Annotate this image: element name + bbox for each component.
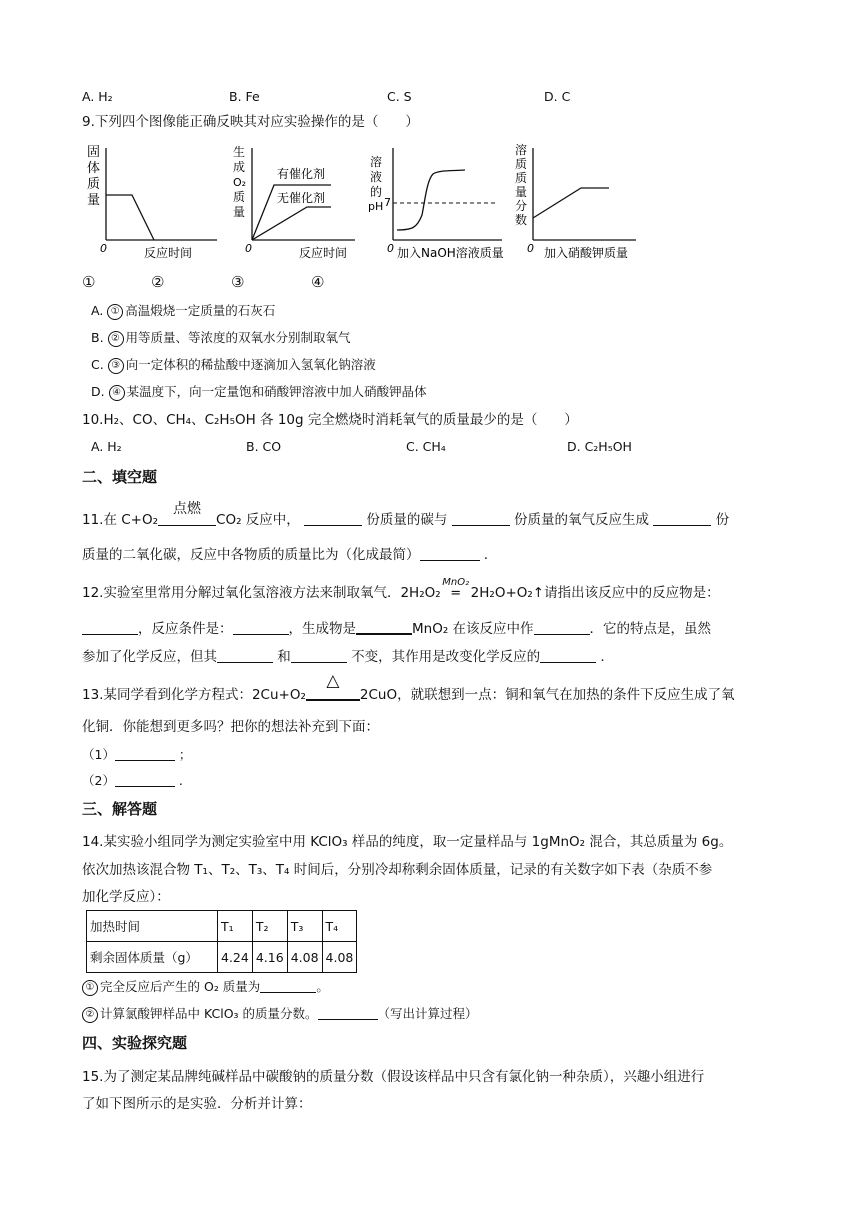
graph3-curve xyxy=(397,170,465,230)
q12-blank-6[interactable] xyxy=(291,649,347,663)
graph2-xlabel: 反应时间 xyxy=(299,246,348,260)
table-cell: T₄ xyxy=(322,911,357,942)
table-cell: 4.24 xyxy=(218,942,253,973)
graph2-ylabel-5: 量 xyxy=(233,205,246,219)
graph4-ylabel-1: 溶 xyxy=(515,143,528,157)
q11-condition-text: 点燃 xyxy=(173,501,202,517)
q11-part-a: 11.在 C+O₂ xyxy=(82,512,159,528)
q11-part-c: 份质量的碳与 xyxy=(362,512,452,528)
q9-option-d xyxy=(91,383,427,401)
q13-part-b: 2CuO，就联想到一点：铜和氧气在加热的条件下反应生成了氧 xyxy=(359,687,735,703)
graph4-ylabel-6: 数 xyxy=(515,213,528,227)
graph4-ylabel-3: 质 xyxy=(515,171,528,185)
q9-option-b-prefix: B. xyxy=(91,330,108,345)
q15-line-2: 了如下图所示的是实验．分析并计算： xyxy=(82,1096,312,1112)
section-3-heading: 三、解答题 xyxy=(82,800,158,818)
q12-line2-a: ，反应条件是： xyxy=(138,621,233,637)
graph1-xlabel: 反应时间 xyxy=(144,246,193,260)
graph1-ylabel-3: 质 xyxy=(87,177,101,192)
graph3-origin: 0 xyxy=(387,242,394,255)
q14-sub1-num: ① xyxy=(82,980,98,996)
q9-option-c-text: 向一定体积的稀盐酸中逐滴加入氢氧化钠溶液 xyxy=(125,357,376,372)
q10-option-b: B. CO xyxy=(246,439,282,454)
graph4-ylabel-5: 分 xyxy=(515,199,528,213)
q12-line2-d: ．它的特点是，虽然 xyxy=(589,621,712,637)
q9-option-d-num: ④ xyxy=(109,385,125,401)
q10-option-c: C. CH₄ xyxy=(406,439,446,454)
q12-line2-b: ，生成物是 xyxy=(288,621,356,637)
graph-1 xyxy=(82,140,222,265)
q12-condition: MnO₂ = xyxy=(441,584,471,603)
q12-line3-c: 不变，其作用是改变化学反应的 xyxy=(346,649,541,665)
q11-line-2 xyxy=(82,546,488,564)
graph-3 xyxy=(367,140,507,265)
graph1-ylabel-2: 体 xyxy=(87,161,101,176)
q14-sub2-num: ② xyxy=(82,1007,98,1023)
graph1-origin: 0 xyxy=(100,242,107,255)
q9-option-c-prefix: C. xyxy=(91,357,108,372)
q11-part-d: 份质量的氧气反应生成 xyxy=(509,512,654,528)
table-cell: 4.16 xyxy=(252,942,287,973)
section-4-heading: 四、实验探究题 xyxy=(82,1034,188,1052)
table-cell: T₃ xyxy=(287,911,322,942)
q12-line-2 xyxy=(82,620,711,638)
graph2-origin: 0 xyxy=(245,242,252,255)
q13-item-2 xyxy=(82,772,183,790)
q9-option-b-text: 用等质量、等浓度的双氧水分别制取氧气 xyxy=(125,330,351,345)
q11-blank-2[interactable] xyxy=(452,512,510,526)
q9-option-d-text: 某温度下，向一定量饱和硝酸钾溶液中加人硝酸钾晶体 xyxy=(126,384,427,399)
q14-sub-2 xyxy=(82,1005,478,1023)
q14-sub-1 xyxy=(82,978,329,996)
q9-stem: 9.下列四个图像能正确反映其对应实验操作的是（ ） xyxy=(82,114,419,130)
graph2-ylabel-3: O₂ xyxy=(233,176,247,189)
q9-option-c-num: ③ xyxy=(108,358,124,374)
section-2-heading: 二、填空题 xyxy=(82,468,158,486)
graph-2 xyxy=(229,140,359,265)
q8-option-b: B. Fe xyxy=(229,89,260,104)
table-cell: T₂ xyxy=(252,911,287,942)
graph3-xlabel: 加入NaOH溶液质量 xyxy=(397,246,504,260)
q13-item1-label: （1） xyxy=(82,747,115,762)
q10-option-a: A. H₂ xyxy=(91,439,122,454)
graph4-ylabel-4: 量 xyxy=(515,185,528,199)
q14-sub1-text: 完全反应后产生的 O₂ 质量为 xyxy=(100,979,261,994)
q11-part-b: CO₂ 反应中， xyxy=(216,512,300,528)
graph2-ylabel-1: 生 xyxy=(233,145,246,159)
q14-sub2-text: 计算氯酸钾样品中 KClO₃ 的质量分数。 xyxy=(100,1006,318,1021)
q9-option-a-num: ① xyxy=(107,304,123,320)
q8-option-d: D. C xyxy=(544,89,571,104)
graph3-ylabel-1: 溶 xyxy=(370,155,383,169)
table-cell: 剩余固体质量（g） xyxy=(87,942,218,973)
q12-part-a: 12.实验室里常用分解过氧化氢溶液方法来制取氧气．2H₂O₂ xyxy=(82,585,441,601)
graph2-curve2-label: 无催化剂 xyxy=(277,191,326,205)
graph1-curve xyxy=(106,195,154,240)
q10-option-d: D. C₂H₅OH xyxy=(567,439,632,454)
q9-option-d-prefix: D. xyxy=(91,384,109,399)
graph1-ylabel-1: 固 xyxy=(87,145,101,160)
q14-sub1-end: 。 xyxy=(316,979,329,994)
q12-blank-3[interactable] xyxy=(356,620,412,635)
q13-item2-label: （2） xyxy=(82,773,115,788)
graph2-ylabel-2: 成 xyxy=(233,160,246,174)
q12-line-1 xyxy=(82,577,720,603)
table-row xyxy=(87,942,357,973)
q13-line-1 xyxy=(82,671,735,704)
q12-line3-a: 参加了化学反应，但其 xyxy=(82,649,217,665)
q12-part-b: 2H₂O+O₂↑请指出该反应中的反应物是： xyxy=(470,585,720,601)
q14-blank-2[interactable] xyxy=(318,1006,378,1020)
graph-number-1: ① xyxy=(82,273,96,291)
q9-option-a xyxy=(91,302,275,320)
q14-blank-1[interactable] xyxy=(260,979,316,993)
graph4-xlabel: 加入硝酸钾质量 xyxy=(544,246,629,260)
q12-line-3 xyxy=(82,648,605,666)
graph4-origin: 0 xyxy=(527,242,534,255)
q9-option-b-num: ② xyxy=(108,331,124,347)
graph3-ref-label: 7 xyxy=(384,196,391,209)
q12-blank-5[interactable] xyxy=(217,649,273,663)
q11-condition xyxy=(158,501,216,526)
q13-part-a: 13.某同学看到化学方程式：2Cu+O₂ xyxy=(82,687,306,703)
table-cell: 4.08 xyxy=(287,942,322,973)
q13-blank-2[interactable] xyxy=(115,773,175,787)
q12-condition-text: MnO₂ xyxy=(442,577,470,588)
q13-item-1 xyxy=(82,746,191,764)
q14-line-2: 依次加热该混合物 T₁、T₂、T₃、T₄ 时间后，分别冷却称剩余固体质量，记录的有关数字如下表（杂质不参 xyxy=(82,862,713,878)
table-cell: T₁ xyxy=(218,911,253,942)
graph2-curve1-label: 有催化剂 xyxy=(277,167,326,181)
q11-part-e: 份 xyxy=(711,512,730,528)
graph4-curve xyxy=(533,188,609,218)
q14-line-1: 14.某实验小组同学为测定实验室中用 KClO₃ 样品的纯度，取一定量样品与 1gMnO₂ 混合，其总质量为 6g。 xyxy=(82,834,733,850)
q11-blank-4[interactable] xyxy=(420,547,480,561)
q12-blank-2[interactable] xyxy=(233,621,289,635)
q11-line2-end: . xyxy=(479,547,489,563)
q12-blank-7[interactable] xyxy=(540,649,596,663)
graph1-ylabel-4: 量 xyxy=(87,193,101,208)
q8-option-c: C. S xyxy=(387,89,412,104)
graph-4 xyxy=(511,140,641,265)
graph-number-4: ④ xyxy=(311,273,325,291)
q9-option-a-text: 高温煅烧一定质量的石灰石 xyxy=(125,303,276,318)
q11-blank-1[interactable] xyxy=(304,512,362,526)
graph4-ylabel-2: 质 xyxy=(515,157,528,171)
table-cell: 4.08 xyxy=(322,942,357,973)
q13-condition xyxy=(306,671,360,701)
q11-blank-3[interactable] xyxy=(653,512,711,526)
q13-blank-1[interactable] xyxy=(115,747,175,761)
q10-stem: 10.H₂、CO、CH₄、C₂H₅OH 各 10g 完全燃烧时消耗氧气的质量最少的是（ ） xyxy=(82,412,578,428)
table-cell: 加热时间 xyxy=(87,911,218,942)
graph3-ylabel-4: pH xyxy=(368,200,384,213)
q14-sub2-end: （写出计算过程） xyxy=(377,1006,478,1021)
graph3-ylabel-3: 的 xyxy=(370,185,383,199)
q11-line-1 xyxy=(82,501,730,529)
q12-blank-4[interactable] xyxy=(534,621,590,635)
q13-item2-end: . xyxy=(174,773,183,788)
graph-number-2: ② xyxy=(151,273,165,291)
q13-item1-end: ； xyxy=(174,747,192,762)
q13-line-2: 化铜．你能想到更多吗？把你的想法补充到下面： xyxy=(82,719,379,735)
q14-line-3: 加化学反应）： xyxy=(82,889,170,905)
table-row xyxy=(87,911,357,942)
q8-option-a: A. H₂ xyxy=(82,89,113,104)
graph3-ylabel-2: 液 xyxy=(370,170,383,184)
q9-option-a-prefix: A. xyxy=(91,303,108,318)
q9-option-c xyxy=(91,356,376,374)
q11-line2-text: 质量的二氧化碳，反应中各物质的质量比为（化成最简） xyxy=(82,547,420,563)
q14-data-table xyxy=(86,910,357,973)
q12-line3-b: 和 xyxy=(273,649,291,665)
q12-blank-1[interactable] xyxy=(82,621,138,635)
graph2-ylabel-4: 质 xyxy=(233,190,246,204)
heat-triangle-icon: △ xyxy=(326,671,340,691)
q9-option-b xyxy=(91,329,351,347)
q15-line-1: 15.为了测定某品牌纯碱样品中碳酸钠的质量分数（假设该样品中只含有氯化钠一种杂质），兴趣小组进行 xyxy=(82,1069,705,1085)
q12-line2-c: MnO₂ 在该反应中作 xyxy=(412,621,534,637)
graph-number-3: ③ xyxy=(231,273,245,291)
q12-line3-d: . xyxy=(596,649,605,665)
